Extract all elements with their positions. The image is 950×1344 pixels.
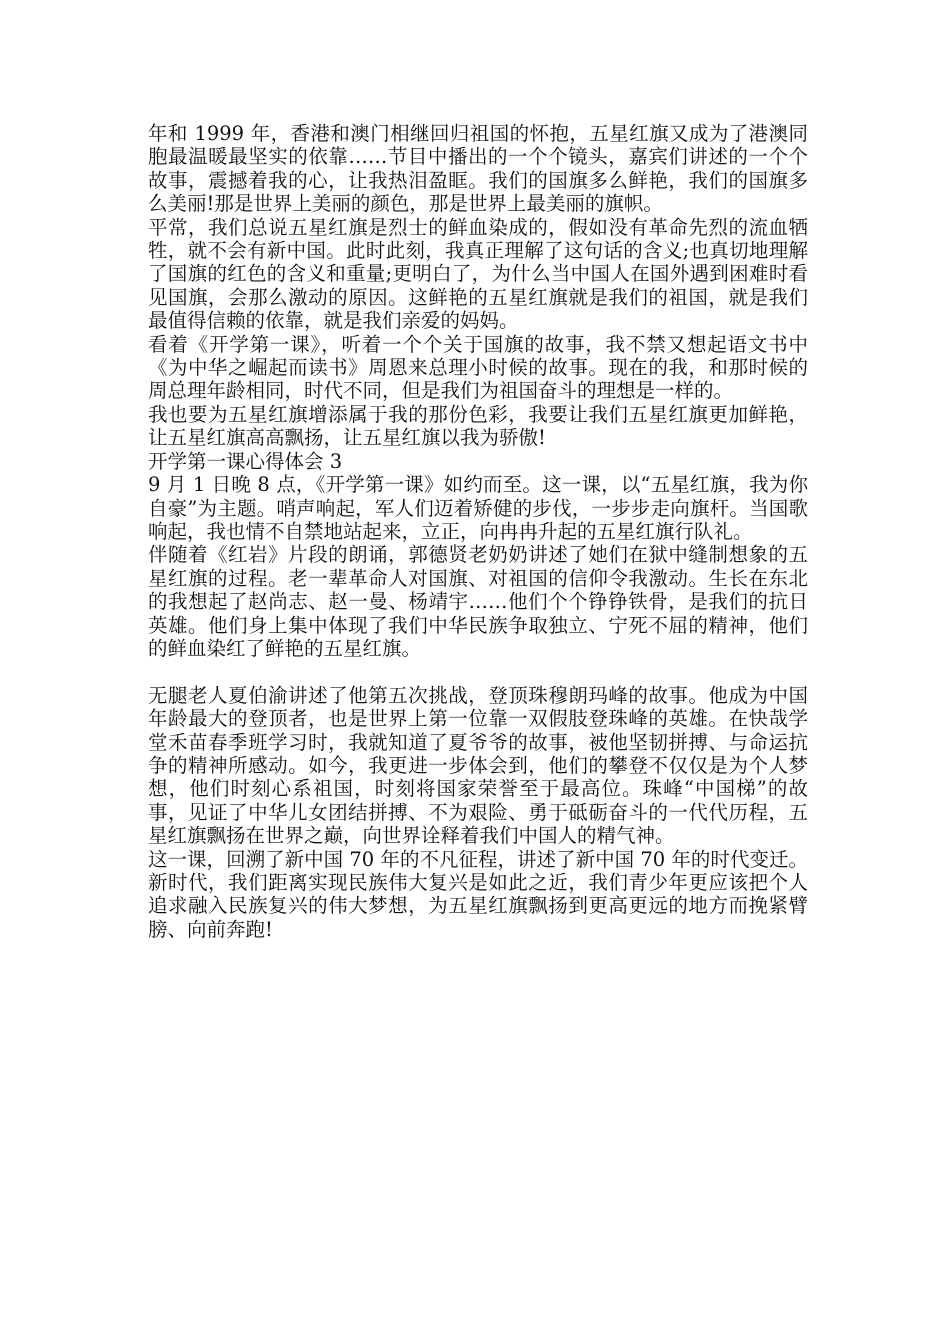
blank-line xyxy=(148,660,808,683)
paragraph-4: 我也要为五星红旗增添属于我的那份色彩，我要让我们五星红旗更加鲜艳，让五星红旗高高飘扬，让五星红旗以我为骄傲! xyxy=(148,402,808,450)
paragraph-8: 这一课，回溯了新中国 70 年的不凡征程，讲述了新中国 70 年的时代变迁。新时代，我们距离实现民族伟大复兴是如此之近，我们青少年更应该把个人追求融入民族复兴的伟大梦想，为五星红旗飘扬到更高更远的地方而挽紧臂膀、向前奔跑! xyxy=(148,847,808,941)
section-heading: 开学第一课心得体会 3 xyxy=(148,449,343,473)
paragraph-1: 年和 1999 年，香港和澳门相继回归祖国的怀抱，五星红旗又成为了港澳同胞最温暖最坚实的依靠……节目中播出的一个个镜头，嘉宾们讲述的一个个故事，震撼着我的心，让我热泪盈眶。我们的国旗多么鲜艳，我们的国旗多么美丽!那是世界上美丽的颜色，那是世界上最美丽的旗帜。 xyxy=(148,122,808,216)
paragraph-3: 看着《开学第一课》，听着一个个关于国旗的故事，我不禁又想起语文书中《为中华之崛起而读书》周恩来总理小时候的故事。现在的我，和那时候的周总理年龄相同，时代不同，但是我们为祖国奋斗的理想是一样的。 xyxy=(148,332,808,403)
paragraph-5: 9 月 1 日晚 8 点，《开学第一课》如约而至。这一课，以“五星红旗，我为你自豪”为主题。哨声响起，军人们迈着矫健的步伐，一步步走向旗杆。当国歌响起，我也情不自禁地站起来，立正，向冉冉升起的五星红旗行队礼。 xyxy=(148,473,808,543)
paragraph-2: 平常，我们总说五星红旗是烈士的鲜血染成的，假如没有革命先烈的流血牺牲，就不会有新中国。此时此刻，我真正理解了这句话的含义;也真切地理解了国旗的红色的含义和重量;更明白了，为什么当中国人在国外遇到困难时看见国旗，会那么激动的原因。这鲜艳的五星红旗就是我们的祖国，就是我们最值得信赖的依靠，就是我们亲爱的妈妈。 xyxy=(148,215,808,333)
paragraph-7: 无腿老人夏伯渝讲述了他第五次挑战，登顶珠穆朗玛峰的故事。他成为中国年龄最大的登顶者，也是世界上第一位靠一双假肢登珠峰的英雄。在快哉学堂禾苗春季班学习时，我就知道了夏爷爷的故事，被他坚韧拼搏、与命运抗争的精神所感动。如今，我更进一步体会到，他们的攀登不仅仅是为个人梦想，他们时刻心系祖国，时刻将国家荣誉至于最高位。珠峰“中国梯”的故事，见证了中华儿女团结拼搏、不为艰险、勇于砥砺奋斗的一代代历程，五星红旗飘扬在世界之巅，向世界诠释着我们中国人的精气神。 xyxy=(148,683,808,848)
document-body xyxy=(148,122,808,941)
paragraph-6: 伴随着《红岩》片段的朗诵，郭德贤老奶奶讲述了她们在狱中缝制想象的五星红旗的过程。老一辈革命人对国旗、对祖国的信仰令我激动。生长在东北的我想起了赵尚志、赵一曼、杨靖宇……他们个个铮铮铁骨，是我们的抗日英雄。他们身上集中体现了我们中华民族争取独立、宁死不屈的精神，他们的鲜血染红了鲜艳的五星红旗。 xyxy=(148,543,808,660)
